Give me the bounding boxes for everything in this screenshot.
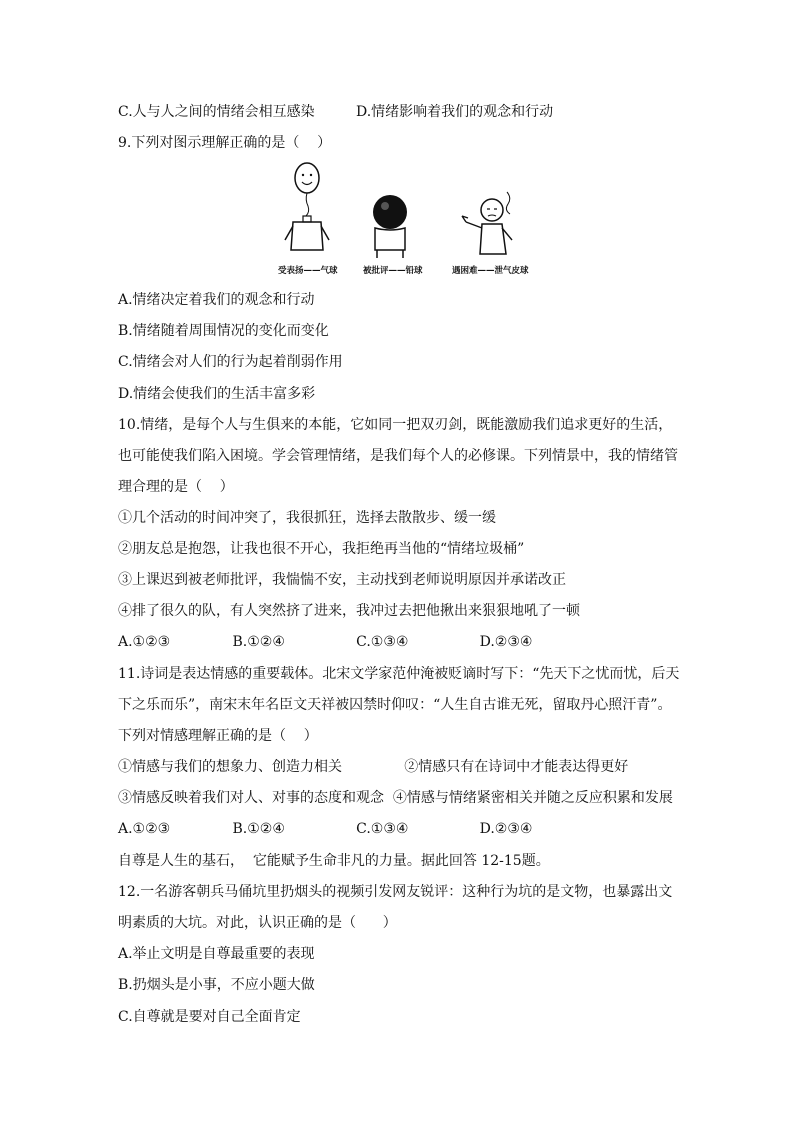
q9-stem: 9.下列对图示理解正确的是（ ）: [118, 135, 332, 151]
q9-option-b: B.情绪随着周围情况的变化而变化: [118, 323, 329, 339]
q8-option-d: D.情绪影响着我们的观念和行动: [356, 104, 554, 120]
shotput-person-illustration: [365, 190, 415, 260]
q11-stem-line3: 下列对情感理解正确的是（ ）: [118, 728, 318, 744]
q11-items-3-4: ③情感反映着我们对人、对事的态度和观念 ④情感与情绪紧密相关并随之反应积累和发展: [118, 790, 673, 806]
section-intro: 自尊是人生的基石， 它能赋予生命非凡的力量。据此回答 12-15题。: [118, 853, 550, 869]
q10-item-4: ④排了很久的队，有人突然挤了进来，我冲过去把他揪出来狠狠地吼了一顿: [118, 603, 580, 619]
q12-option-a: A.举止文明是自尊最重要的表现: [118, 946, 315, 962]
deflated-ball-person-illustration: [452, 188, 527, 260]
q11-items-1-2: ①情感与我们的想象力、创造力相关 ②情感只有在诗词中才能表达得更好: [118, 759, 629, 775]
caption-deflated-ball: 遇困难——泄气皮球: [452, 266, 529, 276]
q9-option-a: A.情绪决定着我们的观念和行动: [118, 292, 315, 308]
emotion-figure: [270, 160, 530, 280]
q10-item-1: ①几个活动的时间冲突了，我很抓狂，选择去散散步、缓一缓: [118, 510, 496, 526]
q12-option-c: C.自尊就是要对自己全面肯定: [118, 1009, 301, 1025]
q11-stem-line2: 下之乐而乐”，南宋末年名臣文天祥被囚禁时仰叹：“人生自古谁无死，留取丹心照汗青”。: [118, 697, 672, 713]
q12-stem-line2: 明素质的大坑。对此，认识正确的是（ ）: [118, 915, 397, 931]
q10-stem-line2: 也可能使我们陷入困境。学会管理情绪，是我们每个人的必修课。下列情景中，我的情绪管: [118, 448, 678, 464]
q10-stem-line3: 理合理的是（ ）: [118, 479, 234, 495]
q10-choices: A.①②③ B.①②④ C.①③④ D.②③④: [118, 634, 533, 650]
q9-option-c: C.情绪会对人们的行为起着削弱作用: [118, 354, 343, 370]
q11-choices: A.①②③ B.①②④ C.①③④ D.②③④: [118, 821, 533, 837]
q12-option-b: B.扔烟头是小事，不应小题大做: [118, 977, 315, 993]
balloon-person-illustration: [275, 160, 335, 260]
q12-stem-line1: 12.一名游客朝兵马俑坑里扔烟头的视频引发网友锐评：这种行为坑的是文物，也暴露出文: [118, 884, 673, 900]
q8-option-c: C.人与人之间的情绪会相互感染: [118, 104, 315, 120]
q10-item-3: ③上课迟到被老师批评，我惴惴不安，主动找到老师说明原因并承诺改正: [118, 572, 566, 588]
q10-item-2: ②朋友总是抱怨，让我也很不开心，我拒绝再当他的“情绪垃圾桶”: [118, 541, 525, 557]
q10-stem-line1: 10.情绪，是每个人与生俱来的本能，它如同一把双刃剑，既能激励我们追求更好的生活，: [118, 417, 673, 433]
q9-option-d: D.情绪会使我们的生活丰富多彩: [118, 386, 316, 402]
caption-balloon: 受表扬——气球: [278, 266, 338, 276]
q11-stem-line1: 11.诗词是表达情感的重要载体。北宋文学家范仲淹被贬谪时写下：“先天下之忧而忧，后天: [118, 666, 680, 682]
caption-shotput: 被批评——铅球: [363, 266, 423, 276]
